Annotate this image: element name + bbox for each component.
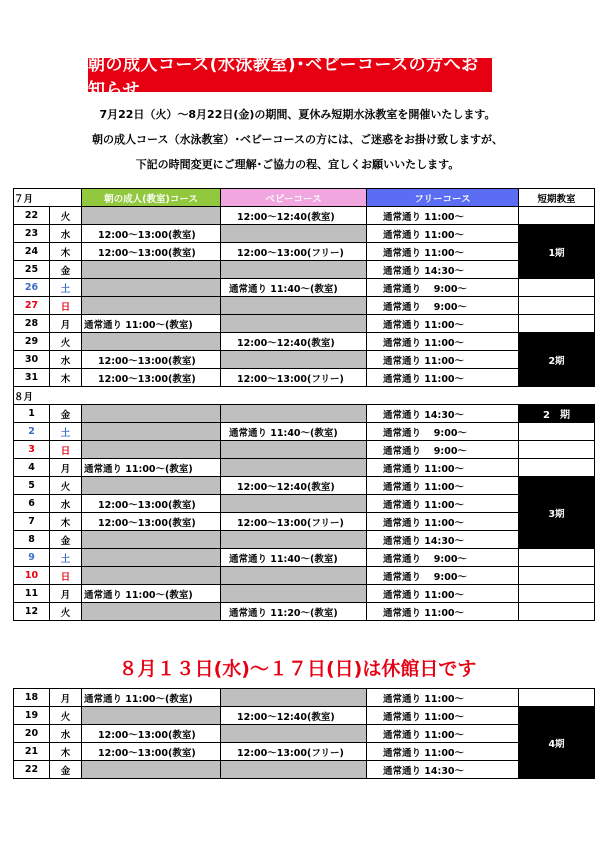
baby-course-cell: 12:00～13:00(フリー) [221,243,367,261]
day-number: 23 [14,225,50,243]
table-row [14,333,595,351]
short-term-period-badge: 1期 [519,225,595,279]
free-course-cell: 通常通り 11:00～ [367,477,519,495]
intro-line-1: 7月22日（火）～8月22日(金)の期間、夏休み短期水泳教室を開催いたします。 [99,108,496,121]
weekday: 金 [50,531,82,549]
day-number: 25 [14,261,50,279]
day-number: 9 [14,549,50,567]
weekday: 火 [50,333,82,351]
notice-title-banner: 朝の成人コース(水泳教室)･ベビーコースの方へお知らせ [88,58,492,92]
adult-course-cell: 通常通り 11:00～(教室) [82,315,221,333]
day-number: 19 [14,707,50,725]
table-row [14,441,595,459]
short-term-empty-cell [519,689,595,707]
baby-course-cell [221,531,367,549]
short-term-empty-cell [519,207,595,225]
weekday: 金 [50,261,82,279]
baby-course-cell: 12:00～13:00(フリー) [221,369,367,387]
baby-course-cell: 通常通り 11:40～(教室) [221,549,367,567]
weekday: 日 [50,441,82,459]
weekday: 火 [50,603,82,621]
adult-course-cell [82,297,221,315]
free-course-cell: 通常通り 14:30～ [367,531,519,549]
free-course-cell: 通常通り 11:00～ [367,207,519,225]
table-row [14,725,595,743]
table-row [14,225,595,243]
free-course-cell: 通常通り 11:00～ [367,603,519,621]
baby-course-header: ベビーコース [221,189,367,207]
baby-course-cell: 12:00～12:40(教室) [221,707,367,725]
day-number: 7 [14,513,50,531]
adult-course-cell [82,207,221,225]
month-header-july: ７月 [14,189,82,207]
day-number: 12 [14,603,50,621]
short-term-empty-cell [519,603,595,621]
free-course-cell: 通常通り 14:30～ [367,761,519,779]
baby-course-cell [221,459,367,477]
weekday: 木 [50,513,82,531]
baby-course-cell [221,585,367,603]
day-number: 21 [14,743,50,761]
table-row [14,531,595,549]
adult-course-cell: 12:00～13:00(教室) [82,495,221,513]
short-term-class-header: 短期教室 [519,189,595,207]
adult-course-cell: 通常通り 11:00～(教室) [82,585,221,603]
free-course-cell: 通常通り 11:00～ [367,585,519,603]
table-row [14,689,595,707]
day-number: 18 [14,689,50,707]
baby-course-cell: 通常通り 11:40～(教室) [221,423,367,441]
closed-days-notice: ８月１３日(水)～１７日(日)は休館日です [118,658,477,680]
free-course-cell: 通常通り 11:00～ [367,513,519,531]
adult-course-cell [82,333,221,351]
short-term-period-badge: 3期 [519,477,595,549]
baby-course-cell [221,441,367,459]
weekday: 火 [50,477,82,495]
day-number: 28 [14,315,50,333]
baby-course-cell: 通常通り 11:40～(教室) [221,279,367,297]
table-row [14,585,595,603]
weekday: 土 [50,279,82,297]
intro-line-2: 朝の成人コース（水泳教室）･ベビーコースの方には、ご迷惑をお掛け致しますが、 [92,133,503,146]
adult-course-cell: 通常通り 11:00～(教室) [82,689,221,707]
day-number: 3 [14,441,50,459]
baby-course-cell [221,495,367,513]
weekday: 金 [50,761,82,779]
free-course-cell: 通常通り 11:00～ [367,707,519,725]
table-row [14,369,595,387]
intro-line-3: 下記の時間変更にご理解･ご協力の程、宜しくお願いいたします。 [135,158,460,171]
free-course-cell: 通常通り 11:00～ [367,689,519,707]
adult-course-cell [82,603,221,621]
weekday: 水 [50,725,82,743]
table-row [14,315,595,333]
adult-course-cell [82,567,221,585]
adult-course-cell: 通常通り 11:00～(教室) [82,459,221,477]
adult-course-header: 朝の成人(教室)コース [82,189,221,207]
weekday: 水 [50,495,82,513]
day-number: 22 [14,207,50,225]
table-row [14,707,595,725]
free-course-cell: 通常通り 11:00～ [367,743,519,761]
short-term-empty-cell [519,441,595,459]
day-number: 26 [14,279,50,297]
short-term-empty-cell [519,315,595,333]
table-row [14,459,595,477]
day-number: 8 [14,531,50,549]
baby-course-cell [221,567,367,585]
weekday: 金 [50,405,82,423]
table-row [14,405,595,423]
short-term-empty-cell [519,549,595,567]
day-number: 2 [14,423,50,441]
free-course-cell: 通常通り 11:00～ [367,225,519,243]
weekday: 月 [50,459,82,477]
weekday: 月 [50,585,82,603]
day-number: 29 [14,333,50,351]
free-course-cell: 通常通り 11:00～ [367,495,519,513]
day-number: 27 [14,297,50,315]
adult-course-cell [82,405,221,423]
baby-course-cell: 通常通り 11:20～(教室) [221,603,367,621]
day-number: 11 [14,585,50,603]
free-course-cell: 通常通り 14:30～ [367,405,519,423]
day-number: 30 [14,351,50,369]
adult-course-cell [82,531,221,549]
day-number: 10 [14,567,50,585]
short-term-empty-cell [519,297,595,315]
free-course-cell: 通常通り 11:00～ [367,333,519,351]
adult-course-cell: 12:00～13:00(教室) [82,243,221,261]
short-term-period-badge: 2期 [519,333,595,387]
day-number: 1 [14,405,50,423]
table-row [14,567,595,585]
short-term-period-badge: 4期 [519,707,595,779]
table-row [14,549,595,567]
weekday: 木 [50,243,82,261]
day-number: 6 [14,495,50,513]
adult-course-cell [82,477,221,495]
short-term-empty-cell [519,279,595,297]
weekday: 火 [50,207,82,225]
adult-course-cell [82,279,221,297]
baby-course-cell [221,351,367,369]
baby-course-cell: 12:00～13:00(フリー) [221,743,367,761]
free-course-cell: 通常通り 14:30～ [367,261,519,279]
short-term-empty-cell [519,567,595,585]
weekday: 日 [50,297,82,315]
adult-course-cell [82,549,221,567]
schedule-table-july-august [13,188,595,621]
day-number: 4 [14,459,50,477]
weekday: 木 [50,369,82,387]
free-course-cell: 通常通り 9:00～ [367,423,519,441]
table-row [14,761,595,779]
weekday: 月 [50,315,82,333]
adult-course-cell: 12:00～13:00(教室) [82,725,221,743]
day-number: 5 [14,477,50,495]
baby-course-cell: 12:00～13:00(フリー) [221,513,367,531]
adult-course-cell: 12:00～13:00(教室) [82,513,221,531]
table-row [14,477,595,495]
short-term-empty-cell [519,585,595,603]
table-row [14,603,595,621]
baby-course-cell [221,225,367,243]
table-row [14,495,595,513]
adult-course-cell: 12:00～13:00(教室) [82,369,221,387]
table-row [14,261,595,279]
adult-course-cell [82,441,221,459]
weekday: 火 [50,707,82,725]
free-course-cell: 通常通り 9:00～ [367,567,519,585]
free-course-cell: 通常通り 9:00～ [367,297,519,315]
weekday: 水 [50,225,82,243]
baby-course-cell: 12:00～12:40(教室) [221,333,367,351]
free-course-header: フリーコース [367,189,519,207]
baby-course-cell [221,261,367,279]
baby-course-cell [221,405,367,423]
short-term-empty-cell [519,459,595,477]
free-course-cell: 通常通り 9:00～ [367,279,519,297]
adult-course-cell: 12:00～13:00(教室) [82,743,221,761]
short-term-period-badge: 2 期 [519,405,595,423]
table-row [14,297,595,315]
table-row [14,243,595,261]
adult-course-cell: 12:00～13:00(教室) [82,225,221,243]
adult-course-cell [82,261,221,279]
weekday: 日 [50,567,82,585]
table-row [14,423,595,441]
table-row [14,513,595,531]
baby-course-cell [221,689,367,707]
baby-course-cell [221,761,367,779]
day-number: 22 [14,761,50,779]
free-course-cell: 通常通り 11:00～ [367,369,519,387]
month-header-august: ８月 [14,387,595,405]
baby-course-cell: 12:00～12:40(教室) [221,207,367,225]
adult-course-cell: 12:00～13:00(教室) [82,351,221,369]
free-course-cell: 通常通り 11:00～ [367,351,519,369]
weekday: 土 [50,423,82,441]
day-number: 31 [14,369,50,387]
short-term-empty-cell [519,423,595,441]
day-number: 24 [14,243,50,261]
free-course-cell: 通常通り 9:00～ [367,549,519,567]
table-row [14,743,595,761]
baby-course-cell [221,315,367,333]
schedule-table-late-august [13,688,595,779]
table-row [14,351,595,369]
weekday: 水 [50,351,82,369]
free-course-cell: 通常通り 11:00～ [367,243,519,261]
adult-course-cell [82,707,221,725]
weekday: 月 [50,689,82,707]
baby-course-cell: 12:00～12:40(教室) [221,477,367,495]
free-course-cell: 通常通り 11:00～ [367,459,519,477]
weekday: 土 [50,549,82,567]
free-course-cell: 通常通り 11:00～ [367,725,519,743]
table-row [14,279,595,297]
baby-course-cell [221,297,367,315]
table-row [14,207,595,225]
adult-course-cell [82,423,221,441]
free-course-cell: 通常通り 9:00～ [367,441,519,459]
adult-course-cell [82,761,221,779]
free-course-cell: 通常通り 11:00～ [367,315,519,333]
weekday: 木 [50,743,82,761]
day-number: 20 [14,725,50,743]
baby-course-cell [221,725,367,743]
